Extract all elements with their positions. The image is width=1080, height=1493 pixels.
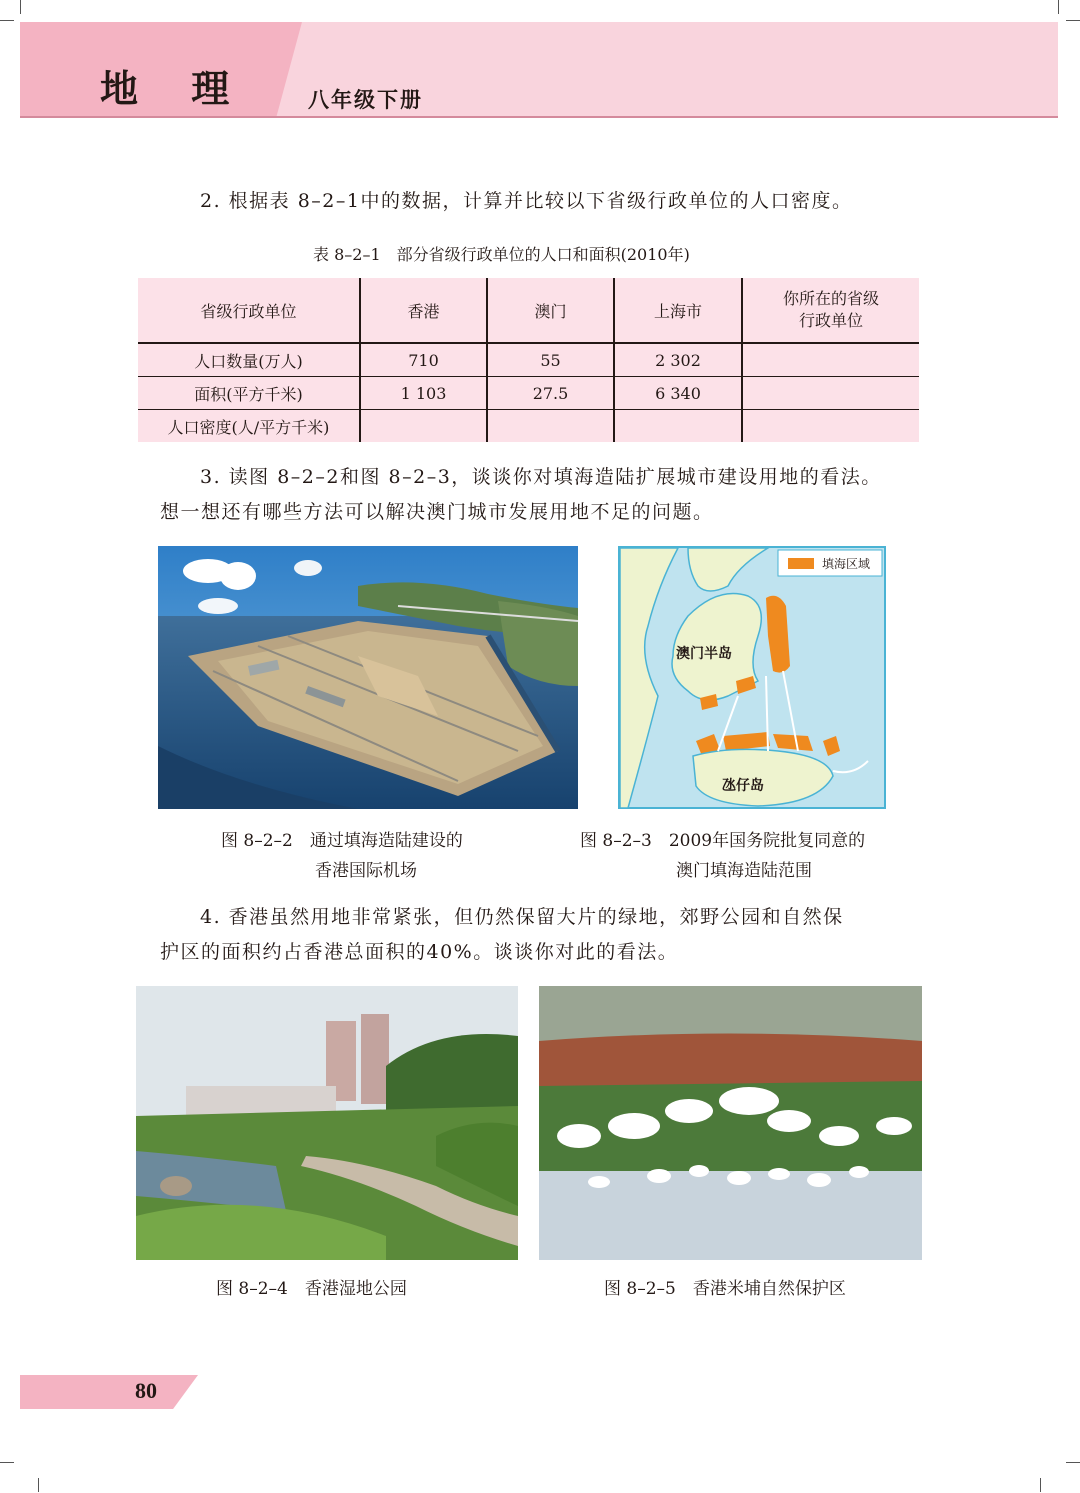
table-row <box>138 377 919 410</box>
page-number-tab <box>20 1375 198 1409</box>
crop-mark <box>1066 20 1080 21</box>
table-row <box>138 410 919 443</box>
question-4-line-2: 护区的面积约占香港总面积的40%。谈谈你对此的看法。 <box>160 941 679 963</box>
question-2: 2. 根据表 8–2–1中的数据，计算并比较以下省级行政单位的人口密度。 <box>200 190 853 212</box>
question-3-line-1: 3. 读图 8–2–2和图 8–2–3，谈谈你对填海造陆扩展城市建设用地的看法。 <box>200 466 882 488</box>
table-cell: 27.5 <box>487 377 614 410</box>
table-cell: 6 340 <box>614 377 742 410</box>
question-3-line-2: 想一想还有哪些方法可以解决澳门城市发展用地不足的问题。 <box>160 501 714 523</box>
header-rule <box>20 116 1058 118</box>
question-4-line-1: 4. 香港虽然用地非常紧张，但仍然保留大片的绿地，郊野公园和自然保 <box>200 906 844 928</box>
crop-mark <box>20 0 21 14</box>
table-cell <box>742 377 919 410</box>
table-header: 澳门 <box>487 278 614 343</box>
table-cell <box>487 410 614 443</box>
map-label-island: 氹仔岛 <box>722 778 764 794</box>
mai-po-reserve-photo <box>539 986 922 1260</box>
wetland-park-photo <box>136 986 518 1260</box>
map-legend-label: 填海区域 <box>822 557 871 571</box>
crop-mark <box>0 1462 14 1463</box>
table-cell: 人口数量(万人) <box>138 343 360 377</box>
table-header-row <box>138 278 919 343</box>
table-header: 上海市 <box>614 278 742 343</box>
fig-8-2-2-caption-line-2: 香港国际机场 <box>315 861 417 881</box>
fig-8-2-3-caption-line-2: 澳门填海造陆范围 <box>676 861 812 881</box>
table-cell <box>614 410 742 443</box>
legend-swatch <box>788 558 814 569</box>
fig-8-2-4-caption: 图 8–2–4 香港湿地公园 <box>216 1279 407 1299</box>
table-cell <box>742 410 919 443</box>
table-row <box>138 343 919 377</box>
map-label-peninsula: 澳门半岛 <box>676 646 732 662</box>
grade-label: 八年级下册 <box>308 88 423 112</box>
wetland-park-illustration <box>136 986 518 1260</box>
crop-mark <box>38 1478 39 1492</box>
mai-po-illustration <box>539 986 922 1260</box>
subject-title: 地 理 <box>100 67 250 111</box>
table-header: 香港 <box>360 278 487 343</box>
table-header: 省级行政单位 <box>138 278 360 343</box>
table-cell: 2 302 <box>614 343 742 377</box>
fig-8-2-3-caption-line-1: 图 8–2–3 2009年国务院批复同意的 <box>580 831 866 851</box>
fig-8-2-5-caption: 图 8–2–5 香港米埔自然保护区 <box>604 1279 846 1299</box>
table-cell: 1 103 <box>360 377 487 410</box>
macao-map <box>618 546 886 809</box>
table-cell: 人口密度(人/平方千米) <box>138 410 360 443</box>
table-cell: 55 <box>487 343 614 377</box>
page-number: 80 <box>135 1378 157 1403</box>
airport-photo <box>158 546 578 809</box>
table-cell: 面积(平方千米) <box>138 377 360 410</box>
table-cell <box>360 410 487 443</box>
crop-mark <box>1058 0 1059 14</box>
macao-map-svg <box>618 546 886 809</box>
crop-mark <box>1066 1462 1080 1463</box>
airport-photo-illustration <box>158 546 578 809</box>
fig-8-2-2-caption-line-1: 图 8–2–2 通过填海造陆建设的 <box>221 831 463 851</box>
crop-mark <box>0 20 14 21</box>
crop-mark <box>1040 1478 1041 1492</box>
table-cell <box>742 343 919 377</box>
table-title: 表 8–2–1 部分省级行政单位的人口和面积(2010年) <box>313 245 690 264</box>
table-cell: 710 <box>360 343 487 377</box>
population-area-table <box>138 278 919 442</box>
table-header: 你所在的省级行政单位 <box>742 278 919 343</box>
